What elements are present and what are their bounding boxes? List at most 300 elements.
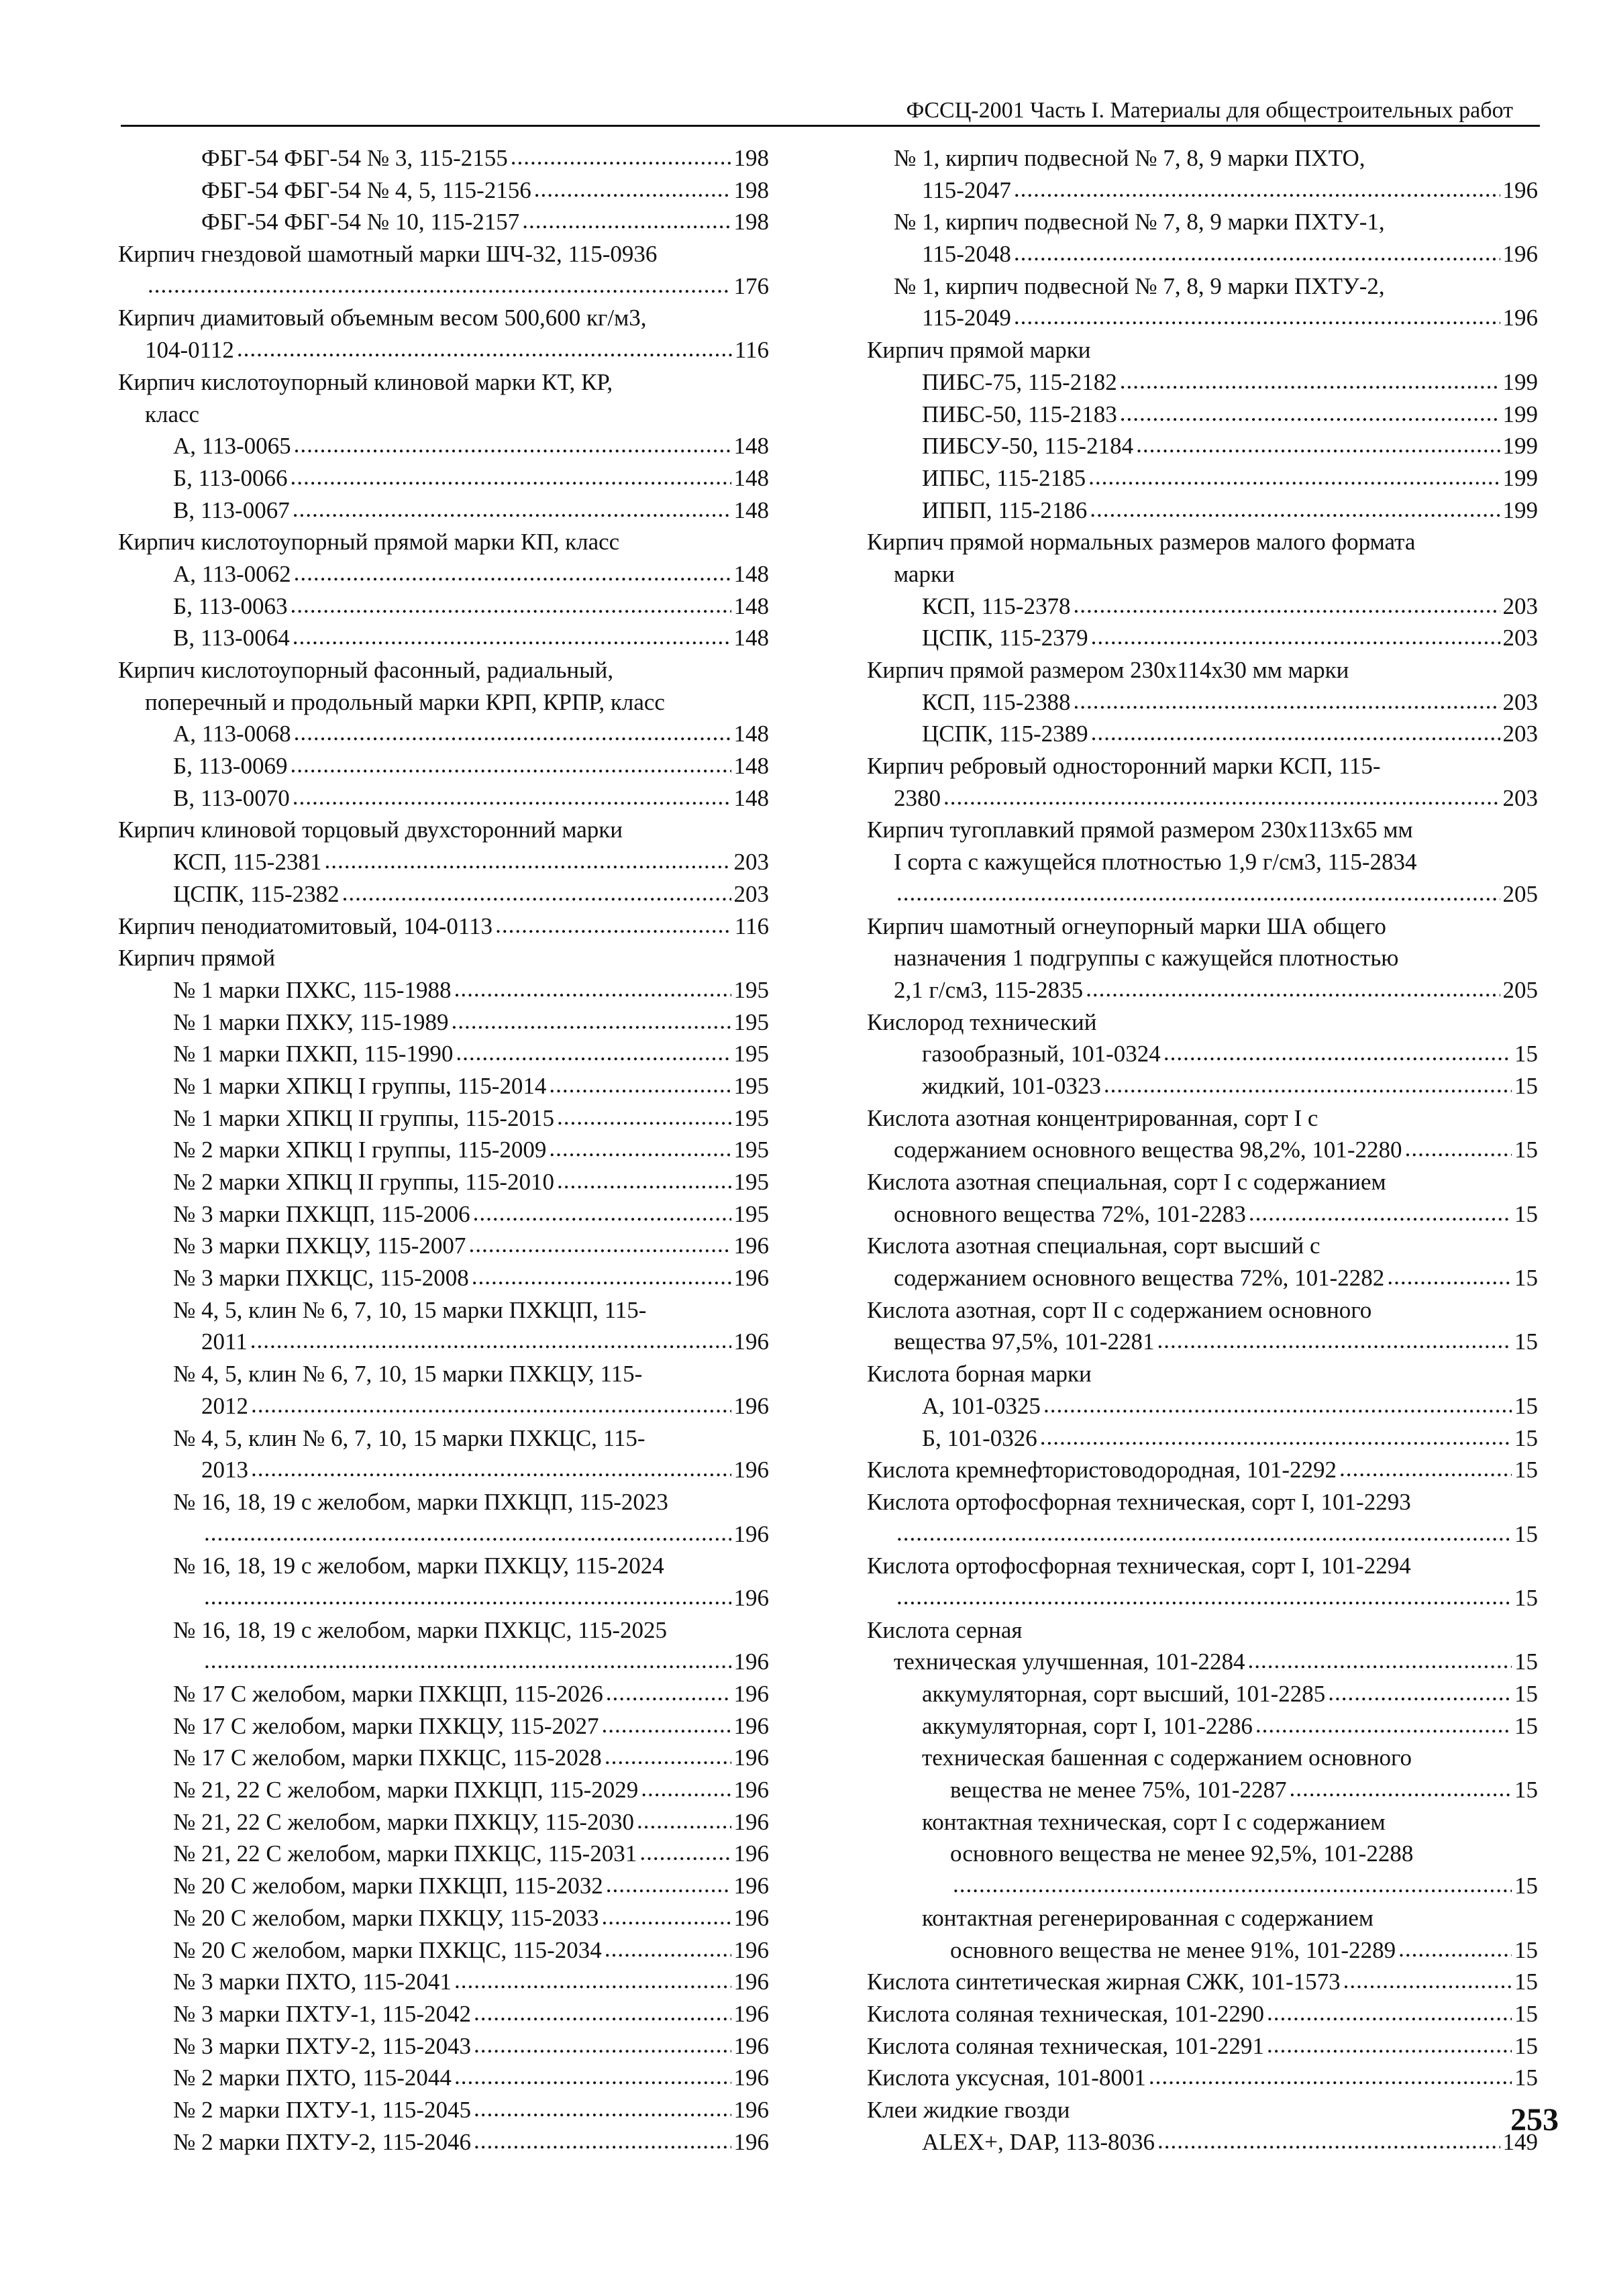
entry-text: № 1 марки ПХКУ, 115-1989	[173, 1008, 449, 1035]
entry-text: Кирпич ребровый односторонний марки КСП, 115-	[867, 753, 1381, 780]
index-entry	[867, 846, 1538, 878]
entry-text: № 1, кирпич подвесной № 7, 8, 9 марки ПХТУ-1,	[894, 209, 1385, 236]
dot-leader	[251, 1389, 731, 1421]
entry-page-number: 15	[1514, 1457, 1538, 1483]
index-entry	[867, 1710, 1538, 1742]
index-entry	[118, 1486, 769, 1518]
index-entry	[867, 1294, 1538, 1326]
index-entry	[118, 1038, 769, 1070]
entry-page-number: 116	[734, 337, 769, 364]
index-entry	[118, 1454, 769, 1486]
index-entry	[867, 1038, 1538, 1070]
entry-text: поперечный и продольный марки КРП, КРПР, класс	[145, 688, 665, 715]
dot-leader	[290, 461, 731, 493]
entry-page-number: 15	[1514, 1265, 1538, 1292]
entry-text: № 17 С желобом, марки ПХКЦС, 115-2028	[173, 1744, 602, 1771]
index-entry	[118, 1358, 769, 1390]
entry-page-number: 198	[733, 176, 769, 203]
dot-leader	[1104, 1069, 1512, 1101]
entry-text: № 1 марки ПХКП, 115-1990	[173, 1041, 454, 1067]
index-entry	[118, 238, 769, 270]
entry-text: КСП, 115-2381	[173, 849, 322, 876]
entry-text: 115-2048	[922, 241, 1011, 268]
entry-text: вещества 97,5%, 101-2281	[894, 1328, 1155, 1355]
index-entry	[118, 1742, 769, 1774]
dot-leader	[1043, 1389, 1512, 1421]
entry-text: Б, 101-0326	[922, 1424, 1037, 1451]
dot-leader	[522, 205, 731, 237]
dot-leader	[204, 1517, 731, 1549]
entry-text: Кислота ортофосфорная техническая, сорт I, 101-2293	[867, 1488, 1411, 1515]
index-entry	[867, 686, 1538, 719]
entry-page-number: 149	[1502, 2128, 1538, 2155]
dot-leader	[474, 2093, 731, 2125]
dot-leader	[290, 589, 731, 621]
entry-text: аккумуляторная, сорт I, 101-2286	[922, 1712, 1253, 1739]
entry-text: Кислота азотная концентрированная, сорт I с	[867, 1104, 1318, 1131]
dot-leader	[456, 1037, 731, 1069]
dot-leader	[1328, 1677, 1512, 1709]
entry-page-number: 148	[733, 464, 769, 491]
index-entry	[118, 1390, 769, 1422]
page-header	[121, 95, 1540, 127]
dot-leader	[237, 333, 732, 365]
entry-text: Кирпич пенодиатомитовый, 104-0113	[118, 912, 493, 939]
dot-leader	[1091, 621, 1500, 653]
index-entry	[867, 782, 1538, 815]
index-entry	[867, 1326, 1538, 1358]
index-entry	[118, 2126, 769, 2158]
entry-page-number: 198	[733, 145, 769, 171]
index-entry	[867, 270, 1538, 303]
index-entry	[118, 1582, 769, 1614]
index-entry	[118, 302, 769, 334]
entry-page-number: 196	[733, 1840, 769, 1867]
dot-leader	[1163, 1037, 1512, 1069]
entry-page-number: 148	[733, 433, 769, 460]
entry-text: 2,1 г/см3, 115-2835	[894, 976, 1084, 1003]
entry-page-number: 199	[1502, 464, 1538, 491]
entry-text: Кислород технический	[867, 1008, 1097, 1035]
entry-text: № 4, 5, клин № 6, 7, 10, 15 марки ПХКЦУ, 115-	[173, 1361, 643, 1388]
index-entry	[118, 974, 769, 1006]
entry-text: Кирпич кислотоупорный прямой марки КП, класс	[118, 529, 620, 556]
dot-leader	[639, 1836, 731, 1869]
index-entry	[867, 1454, 1538, 1486]
entry-text: Кирпич кислотоупорный фасонный, радиальный,	[118, 657, 614, 683]
dot-leader	[294, 429, 731, 461]
dot-leader	[605, 1933, 731, 1965]
index-entry	[118, 1006, 769, 1039]
index-entry	[867, 1070, 1538, 1102]
index-entry	[867, 206, 1538, 238]
entry-text: № 16, 18, 19 с желобом, марки ПХКЦП, 115-2023	[173, 1488, 668, 1515]
dot-leader	[534, 173, 731, 205]
dot-leader	[1398, 1933, 1512, 1965]
entry-text: аккумуляторная, сорт высший, 101-2285	[922, 1681, 1326, 1707]
entry-text: техническая башенная с содержанием основного	[922, 1744, 1412, 1771]
entry-text: Кислота азотная специальная, сорт высший с	[867, 1233, 1320, 1259]
index-entry	[118, 622, 769, 654]
entry-page-number: 205	[1502, 976, 1538, 1003]
index-entry	[118, 270, 769, 303]
dot-leader	[896, 1581, 1512, 1613]
index-entry	[867, 302, 1538, 334]
index-entry	[867, 878, 1538, 910]
dot-leader	[1120, 397, 1500, 429]
index-entry	[867, 1806, 1538, 1838]
entry-text: 115-2047	[922, 176, 1011, 203]
dot-leader	[294, 717, 731, 749]
entry-text: Кирпич шамотный огнеупорный марки ША общего	[867, 912, 1386, 939]
index-entry	[867, 1198, 1538, 1231]
entry-page-number: 195	[733, 976, 769, 1003]
index-entry	[867, 238, 1538, 270]
index-entry	[867, 1614, 1538, 1647]
index-entry	[118, 399, 769, 431]
entry-page-number: 196	[733, 1969, 769, 1995]
entry-text: № 3 марки ПХТУ-1, 115-2042	[173, 2000, 472, 2027]
dot-leader	[293, 781, 731, 813]
dot-leader	[454, 1965, 731, 1997]
index-entry	[867, 1966, 1538, 1998]
entry-text: Клеи жидкие гвозди	[867, 2096, 1070, 2123]
index-entry	[118, 1326, 769, 1358]
dot-leader	[472, 1261, 731, 1293]
entry-page-number: 15	[1514, 1041, 1538, 1067]
entry-page-number: 196	[733, 2065, 769, 2091]
entry-text: КСП, 115-2378	[922, 592, 1071, 619]
dot-leader	[1149, 2060, 1512, 2093]
entry-text: 2012	[201, 1392, 248, 1419]
entry-text: Б, 113-0063	[173, 592, 288, 619]
entry-text: № 17 С желобом, марки ПХКЦП, 115-2026	[173, 1681, 603, 1707]
dot-leader	[1120, 365, 1500, 397]
index-entry	[118, 334, 769, 366]
dot-leader	[251, 1453, 731, 1485]
dot-leader	[557, 1165, 731, 1197]
index-entry	[867, 1134, 1538, 1166]
index-entry	[867, 1486, 1538, 1518]
entry-text: № 3 марки ПХКЦУ, 115-2007	[173, 1233, 466, 1259]
entry-page-number: 15	[1514, 1873, 1538, 1899]
index-entry	[867, 942, 1538, 974]
index-entry	[118, 1934, 769, 1967]
entry-page-number: 196	[733, 2000, 769, 2027]
index-entry	[118, 1870, 769, 1902]
index-column-left	[118, 142, 769, 2158]
entry-page-number: 196	[733, 2128, 769, 2155]
index-entry	[118, 718, 769, 750]
dot-leader	[1343, 1965, 1512, 1997]
index-entry	[118, 1902, 769, 1934]
index-entry	[867, 1102, 1538, 1135]
entry-text: Кирпич прямой	[118, 945, 276, 972]
entry-text: № 2 марки ХПКЦ II группы, 115-2010	[173, 1169, 555, 1195]
entry-text: № 16, 18, 19 с желобом, марки ПХКЦС, 115-2025	[173, 1616, 667, 1643]
entry-text: газообразный, 101-0324	[922, 1041, 1161, 1067]
entry-text: № 17 С желобом, марки ПХКЦУ, 115-2027	[173, 1712, 599, 1739]
entry-page-number: 148	[733, 721, 769, 747]
entry-text: № 2 марки ПХТУ-1, 115-2045	[173, 2096, 472, 2123]
entry-page-number: 196	[733, 1744, 769, 1771]
entry-text: контактная техническая, сорт I с содержанием	[922, 1808, 1386, 1835]
entry-text: Кирпич клиновой торцовый двухсторонний марки	[118, 817, 623, 843]
entry-text: № 1 марки ХПКЦ I группы, 115-2014	[173, 1072, 547, 1099]
index-entry	[118, 1294, 769, 1326]
index-entry	[118, 1422, 769, 1455]
entry-page-number: 148	[733, 592, 769, 619]
dot-leader	[204, 1581, 731, 1613]
index-entry	[118, 430, 769, 462]
index-entry	[867, 2094, 1538, 2126]
entry-text: № 16, 18, 19 с желобом, марки ПХКЦУ, 115-2024	[173, 1553, 664, 1579]
index-entry	[118, 1678, 769, 1710]
index-entry	[867, 1390, 1538, 1422]
index-entry	[867, 2062, 1538, 2094]
entry-page-number: 199	[1502, 433, 1538, 460]
index-entry	[867, 526, 1538, 558]
index-entry	[867, 910, 1538, 943]
entry-text: основного вещества не менее 91%, 101-2289	[950, 1936, 1396, 1963]
entry-text: Кислота ортофосфорная техническая, сорт I, 101-2294	[867, 1553, 1411, 1579]
index-entry	[118, 1774, 769, 1806]
entry-page-number: 203	[733, 880, 769, 907]
index-entry	[118, 366, 769, 399]
entry-text: Кислота азотная, сорт II с содержанием основного	[867, 1296, 1372, 1323]
dot-leader	[1289, 1773, 1512, 1805]
entry-page-number: 199	[1502, 497, 1538, 523]
entry-text: жидкий, 101-0323	[922, 1072, 1101, 1099]
index-entry	[118, 590, 769, 623]
index-entry	[867, 1774, 1538, 1806]
index-entry	[867, 654, 1538, 686]
entry-text: Кислота кремнефтористоводородная, 101-2292	[867, 1457, 1337, 1483]
index-entry	[118, 1838, 769, 1870]
dot-leader	[473, 1197, 731, 1229]
entry-text: № 20 С желобом, марки ПХКЦП, 115-2032	[173, 1873, 603, 1899]
entry-text: В, 113-0067	[173, 497, 290, 523]
index-entry	[867, 2126, 1538, 2158]
index-entry	[118, 174, 769, 207]
dot-leader	[474, 1997, 731, 2029]
entry-text: ЦСПК, 115-2389	[922, 721, 1088, 747]
index-entry	[867, 366, 1538, 399]
entry-text: № 2 марки ПХТУ-2, 115-2046	[173, 2128, 472, 2155]
entry-text: А, 113-0068	[173, 721, 291, 747]
entry-page-number: 196	[1502, 241, 1538, 268]
dot-leader	[1040, 1421, 1512, 1453]
index-entry	[867, 399, 1538, 431]
index-entry	[867, 1870, 1538, 1902]
entry-text: Кислота серная	[867, 1616, 1023, 1643]
index-entry	[118, 1550, 769, 1582]
index-entry	[867, 1230, 1538, 1262]
index-entry	[118, 494, 769, 527]
dot-leader	[148, 269, 731, 301]
entry-text: 2013	[201, 1457, 248, 1483]
index-entry	[118, 462, 769, 494]
entry-page-number: 15	[1514, 1424, 1538, 1451]
entry-text: ПИБС-50, 115-2183	[922, 401, 1117, 427]
header-title: ФССЦ-2001 Часть I. Материалы для общестроительных работ	[906, 98, 1513, 123]
entry-text: Кислота борная марки	[867, 1361, 1092, 1388]
entry-page-number: 199	[1502, 368, 1538, 395]
entry-text: № 20 С желобом, марки ПХКЦС, 115-2034	[173, 1936, 602, 1963]
index-entry	[867, 558, 1538, 590]
index-entry	[867, 1166, 1538, 1198]
dot-leader	[1014, 173, 1500, 205]
entry-text: Кирпич тугоплавкий прямой размером 230x113x65 мм	[867, 817, 1413, 843]
entry-text: ALEX+, DAP, 113-8036	[922, 2128, 1155, 2155]
entry-text: А, 113-0062	[173, 560, 291, 587]
entry-page-number: 195	[733, 1104, 769, 1131]
entry-text: № 3 марки ПХКЦП, 115-2006	[173, 1200, 470, 1227]
entry-text: № 3 марки ПХКЦС, 115-2008	[173, 1265, 469, 1292]
dot-leader	[454, 2060, 731, 2093]
entry-text: Кирпич прямой нормальных размеров малого формата	[867, 529, 1416, 556]
entry-page-number: 196	[733, 1233, 769, 1259]
index-entry	[118, 1998, 769, 2030]
entry-text: КСП, 115-2388	[922, 688, 1071, 715]
entry-text: В, 113-0064	[173, 625, 290, 651]
index-entry	[867, 1742, 1538, 1774]
index-entry	[118, 1102, 769, 1135]
dot-leader	[1090, 493, 1500, 525]
index-entry	[118, 1614, 769, 1647]
entry-text: Кирпич прямой марки	[867, 337, 1091, 364]
entry-text: вещества не менее 75%, 101-2287	[950, 1777, 1287, 1804]
entry-page-number: 196	[733, 1392, 769, 1419]
entry-text: № 4, 5, клин № 6, 7, 10, 15 марки ПХКЦС, 115-	[173, 1424, 645, 1451]
entry-text: № 1, кирпич подвесной № 7, 8, 9 марки ПХТО,	[894, 145, 1365, 171]
entry-page-number: 203	[1502, 592, 1538, 619]
entry-text: № 20 С желобом, марки ПХКЦУ, 115-2033	[173, 1904, 599, 1931]
entry-text: ФБГ-54 ФБГ-54 № 3, 115-2155	[201, 145, 508, 171]
entry-page-number: 15	[1514, 1969, 1538, 1995]
index-entry	[118, 206, 769, 238]
dot-leader	[606, 1677, 731, 1709]
entry-text: Кислота синтетическая жирная СЖК, 101-1573	[867, 1969, 1341, 1995]
dot-leader	[1405, 1133, 1512, 1165]
index-entry	[118, 686, 769, 719]
entry-text: № 3 марки ПХТО, 115-2041	[173, 1969, 452, 1995]
entry-page-number: 116	[734, 912, 769, 939]
entry-page-number: 196	[733, 1808, 769, 1835]
dot-leader	[1249, 1197, 1512, 1229]
entry-text: Кислота азотная специальная, сорт I с содержанием	[867, 1169, 1386, 1195]
dot-leader	[1248, 1645, 1512, 1677]
entry-text: 104-0112	[145, 337, 234, 364]
entry-page-number: 195	[733, 1169, 769, 1195]
index-entry	[867, 1262, 1538, 1294]
entry-page-number: 148	[733, 560, 769, 587]
entry-text: Б, 113-0069	[173, 753, 288, 780]
index-column-right	[867, 142, 1538, 2158]
entry-page-number: 196	[733, 1873, 769, 1899]
index-entry	[118, 142, 769, 174]
index-entry	[118, 782, 769, 815]
entry-text: назначения 1 подгруппы с кажущейся плотностью	[894, 945, 1399, 972]
entry-page-number: 203	[1502, 784, 1538, 811]
entry-page-number: 196	[733, 1328, 769, 1355]
dot-leader	[1267, 1997, 1512, 2029]
dot-leader	[1073, 589, 1500, 621]
entry-text: № 2 марки ХПКЦ I группы, 115-2009	[173, 1137, 547, 1163]
entry-text: содержанием основного вещества 72%, 101-2282	[894, 1265, 1385, 1292]
dot-leader	[451, 1005, 731, 1037]
entry-text: Б, 113-0066	[173, 464, 288, 491]
dot-leader	[293, 493, 731, 525]
dot-leader	[602, 1901, 731, 1933]
dot-leader	[1157, 2125, 1500, 2157]
index-entry	[118, 2062, 769, 2094]
dot-leader	[1255, 1709, 1512, 1741]
entry-page-number: 196	[733, 1265, 769, 1292]
entry-text: ЦСПК, 115-2382	[173, 880, 340, 907]
entry-page-number: 15	[1514, 1777, 1538, 1804]
entry-page-number: 205	[1502, 880, 1538, 907]
entry-page-number: 196	[1502, 176, 1538, 203]
entry-text: № 21, 22 С желобом, марки ПХКЦУ, 115-2030	[173, 1808, 635, 1835]
entry-text: 2380	[894, 784, 941, 811]
index-entry	[867, 1838, 1538, 1870]
entry-text: класс	[145, 401, 200, 427]
entry-page-number: 15	[1514, 1328, 1538, 1355]
dot-leader	[1073, 685, 1500, 717]
entry-text: Кирпич прямой размером 230x114x30 мм марки	[867, 657, 1349, 683]
entry-text: содержанием основного вещества 98,2%, 101-2280	[894, 1137, 1402, 1163]
dot-leader	[549, 1133, 731, 1165]
entry-text: № 21, 22 С желобом, марки ПХКЦС, 115-2031	[173, 1840, 637, 1867]
dot-leader	[294, 557, 731, 589]
index-entry	[118, 1262, 769, 1294]
entry-text: 2011	[201, 1328, 248, 1355]
dot-leader	[468, 1229, 731, 1261]
index-entry	[867, 1646, 1538, 1678]
index-entry	[867, 718, 1538, 750]
dot-leader	[1339, 1453, 1512, 1485]
entry-text: № 1 марки ПХКС, 115-1988	[173, 976, 452, 1003]
entry-text: ФБГ-54 ФБГ-54 № 4, 5, 115-2156	[201, 176, 531, 203]
dot-leader	[605, 1740, 731, 1773]
entry-text: № 4, 5, клин № 6, 7, 10, 15 марки ПХКЦП, 115-	[173, 1296, 647, 1323]
dot-leader	[1387, 1261, 1512, 1293]
index-entry	[867, 1678, 1538, 1710]
dot-leader	[953, 1869, 1512, 1901]
dot-leader	[342, 877, 731, 909]
entry-page-number: 195	[733, 1072, 769, 1099]
entry-text: ФБГ-54 ФБГ-54 № 10, 115-2157	[201, 209, 520, 236]
entry-page-number: 148	[733, 784, 769, 811]
entry-page-number: 195	[733, 1041, 769, 1067]
dot-leader	[1088, 461, 1500, 493]
entry-page-number: 15	[1514, 1584, 1538, 1611]
entry-page-number: 198	[733, 209, 769, 236]
index-entry	[118, 814, 769, 846]
entry-page-number: 199	[1502, 401, 1538, 427]
entry-page-number: 15	[1514, 2000, 1538, 2027]
dot-leader	[495, 909, 732, 941]
index-entry	[118, 846, 769, 878]
entry-page-number: 15	[1514, 1712, 1538, 1739]
index-entry	[867, 142, 1538, 174]
entry-page-number: 15	[1514, 1200, 1538, 1227]
dot-leader	[602, 1709, 731, 1741]
index-entry	[118, 2094, 769, 2126]
dot-leader	[606, 1869, 731, 1901]
entry-text: № 1, кирпич подвесной № 7, 8, 9 марки ПХТУ-2,	[894, 272, 1385, 299]
